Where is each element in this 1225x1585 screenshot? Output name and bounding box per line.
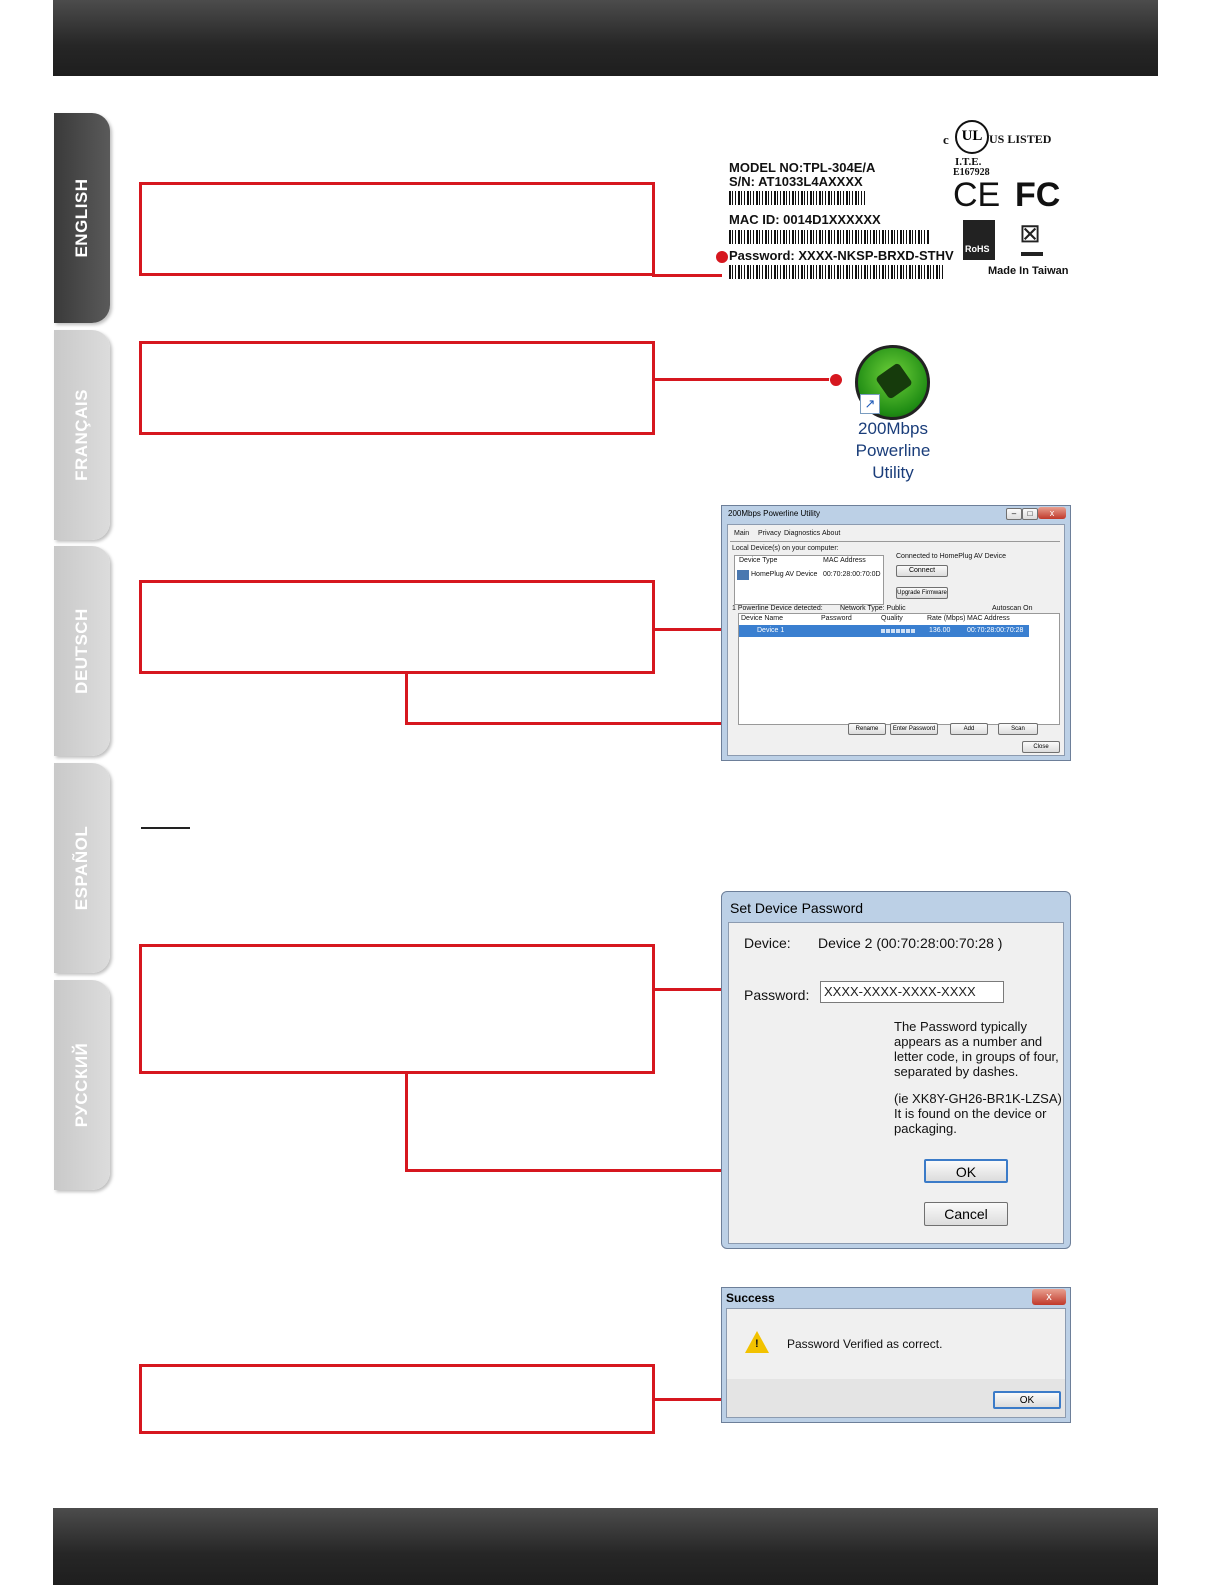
note-underline xyxy=(141,827,190,829)
tab-privacy[interactable]: Privacy xyxy=(758,530,781,537)
connector-line xyxy=(405,1074,408,1172)
scan-button[interactable]: Scan xyxy=(998,723,1038,735)
made-in-text: Made In Taiwan xyxy=(988,265,1069,277)
tab-francais-label: FRANÇAIS xyxy=(72,389,91,481)
tab-about[interactable]: About xyxy=(822,530,841,537)
enter-password-button[interactable]: Enter Password xyxy=(890,723,938,735)
help-line: separated by dashes. xyxy=(894,1064,1019,1079)
local-device-type[interactable]: HomePlug AV Device xyxy=(751,571,818,578)
device-icon xyxy=(737,570,749,580)
utility-label-line: Powerline xyxy=(855,441,931,460)
password-input[interactable]: XXXX-XXXX-XXXX-XXXX xyxy=(820,981,1004,1003)
header-bar xyxy=(53,0,1158,76)
success-message: Password Verified as correct. xyxy=(787,1337,943,1351)
local-devices-heading: Local Device(s) on your computer: xyxy=(732,545,839,552)
callout-box-5 xyxy=(139,1364,655,1434)
window-title: 200Mbps Powerline Utility xyxy=(728,509,821,518)
ite-text: I.T.E. xyxy=(955,156,982,168)
utility-icon-label[interactable] xyxy=(840,418,946,484)
warning-mark: ! xyxy=(755,1338,759,1350)
ul-logo-icon: UL xyxy=(955,120,989,154)
mac-id-text: MAC ID: 0014D1XXXXXX xyxy=(729,212,881,227)
column-header: MAC Address xyxy=(967,615,1010,622)
rename-button[interactable]: Rename xyxy=(848,723,886,735)
callout-box-2 xyxy=(139,341,655,435)
password-dialog xyxy=(721,891,1071,1249)
success-dialog xyxy=(721,1287,1071,1423)
cancel-button[interactable]: Cancel xyxy=(924,1202,1008,1226)
quality-meter xyxy=(881,629,915,633)
dialog-title: Success xyxy=(726,1291,775,1305)
help-line: packaging. xyxy=(894,1121,957,1136)
rohs-text: RoHS xyxy=(965,244,990,254)
tab-russian-label: РУССКИЙ xyxy=(72,1042,91,1128)
table-row[interactable] xyxy=(739,625,1029,637)
device-label: Device: xyxy=(744,935,791,951)
tab-espanol-label: ESPAÑOL xyxy=(72,825,91,911)
password-barcode xyxy=(729,265,943,279)
tab-divider xyxy=(730,541,1060,542)
column-header: Device Name xyxy=(741,615,784,622)
help-line: letter code, in groups of four, xyxy=(894,1049,1059,1064)
product-label xyxy=(725,112,1069,288)
detected-text: 1 Powerline Device detected: xyxy=(732,605,823,612)
model-number-text: MODEL NO:TPL-304E/A xyxy=(729,160,876,175)
password-label: Password: xyxy=(744,987,810,1003)
column-header: Quality xyxy=(881,615,903,622)
ce-mark-icon: CE xyxy=(953,176,1001,214)
ite-code-text: E167928 xyxy=(953,167,990,178)
tab-deutsch-label: DEUTSCH xyxy=(72,608,91,694)
callout-box-1 xyxy=(139,182,655,276)
tab-english-label: ENGLISH xyxy=(72,178,91,258)
mac-barcode xyxy=(729,230,929,244)
network-type-text: Network Type: Public xyxy=(840,605,906,612)
help-line: The Password typically xyxy=(894,1019,1027,1034)
tab-main[interactable]: Main xyxy=(734,530,750,537)
connector-line xyxy=(655,274,722,277)
add-button[interactable]: Add xyxy=(950,723,988,735)
weee-bar xyxy=(1021,252,1043,256)
ul-c-text: c xyxy=(943,132,949,147)
fcc-mark-icon: FC xyxy=(1015,176,1061,214)
close-icon[interactable]: x xyxy=(1032,1289,1066,1305)
close-icon[interactable]: x xyxy=(1038,507,1066,519)
ok-button[interactable]: OK xyxy=(924,1159,1008,1183)
utility-window xyxy=(721,505,1071,761)
tab-diagnostics[interactable]: Diagnostics xyxy=(784,530,821,537)
device-name-cell: Device 1 xyxy=(757,627,785,634)
password-help-text xyxy=(894,1019,1062,1136)
close-button[interactable]: Close xyxy=(1022,741,1060,753)
column-header: MAC Address xyxy=(823,557,866,564)
help-line: It is found on the device or xyxy=(894,1106,1047,1121)
connect-button[interactable]: Connect xyxy=(896,565,948,577)
tab-espanol[interactable] xyxy=(54,763,110,973)
local-devices-table xyxy=(734,555,884,605)
serial-number-text: S/N: AT1033L4AXXXX xyxy=(729,174,863,189)
help-line: (ie XK8Y-GH26-BR1K-LZSA) xyxy=(894,1091,1062,1106)
help-spacer xyxy=(894,1079,1062,1091)
autoscan-text: Autoscan On xyxy=(992,605,1033,612)
tab-english[interactable] xyxy=(54,113,110,323)
weee-bin-icon: ⊠ xyxy=(1019,218,1041,248)
column-header: Password xyxy=(821,615,852,622)
plug-shape-icon xyxy=(875,362,913,399)
utility-label-line: Utility xyxy=(872,463,914,482)
tab-deutsch[interactable] xyxy=(54,546,110,756)
serial-barcode xyxy=(729,191,865,205)
upgrade-firmware-button[interactable]: Upgrade Firmware xyxy=(896,587,948,599)
password-text: Password: XXXX-NKSP-BRXD-STHV xyxy=(729,248,954,263)
connector-line xyxy=(405,674,408,724)
column-header: Device Type xyxy=(739,557,778,564)
maximize-button[interactable]: □ xyxy=(1022,508,1038,520)
footer-bar xyxy=(53,1508,1158,1585)
callout-box-4 xyxy=(139,944,655,1074)
tab-francais[interactable] xyxy=(54,330,110,540)
connector-line xyxy=(652,255,655,277)
dialog-title: Set Device Password xyxy=(730,900,864,916)
callout-box-3 xyxy=(139,580,655,674)
connected-label: Connected to HomePlug AV Device xyxy=(896,553,1006,560)
connector-dot xyxy=(829,373,843,387)
ok-button[interactable]: OK xyxy=(993,1391,1061,1409)
rohs-badge xyxy=(963,220,995,260)
devices-table xyxy=(738,613,1060,725)
device-mac-cell: 00:70:28:00:70:28 xyxy=(967,627,1024,634)
tab-russian[interactable] xyxy=(54,980,110,1190)
local-device-mac[interactable]: 00:70:28:00:70:0D xyxy=(823,571,881,578)
device-value: Device 2 (00:70:28:00:70:28 ) xyxy=(818,935,1003,951)
column-header: Rate (Mbps) xyxy=(927,615,966,622)
connector-line xyxy=(655,378,835,381)
device-rate-cell: 136.00 xyxy=(929,627,951,634)
shortcut-arrow-icon: ↗ xyxy=(860,394,880,414)
ul-listed-text: US LISTED xyxy=(989,132,1052,146)
utility-label-line: 200Mbps xyxy=(858,419,928,438)
minimize-button[interactable]: – xyxy=(1006,508,1022,520)
help-line: appears as a number and xyxy=(894,1034,1043,1049)
